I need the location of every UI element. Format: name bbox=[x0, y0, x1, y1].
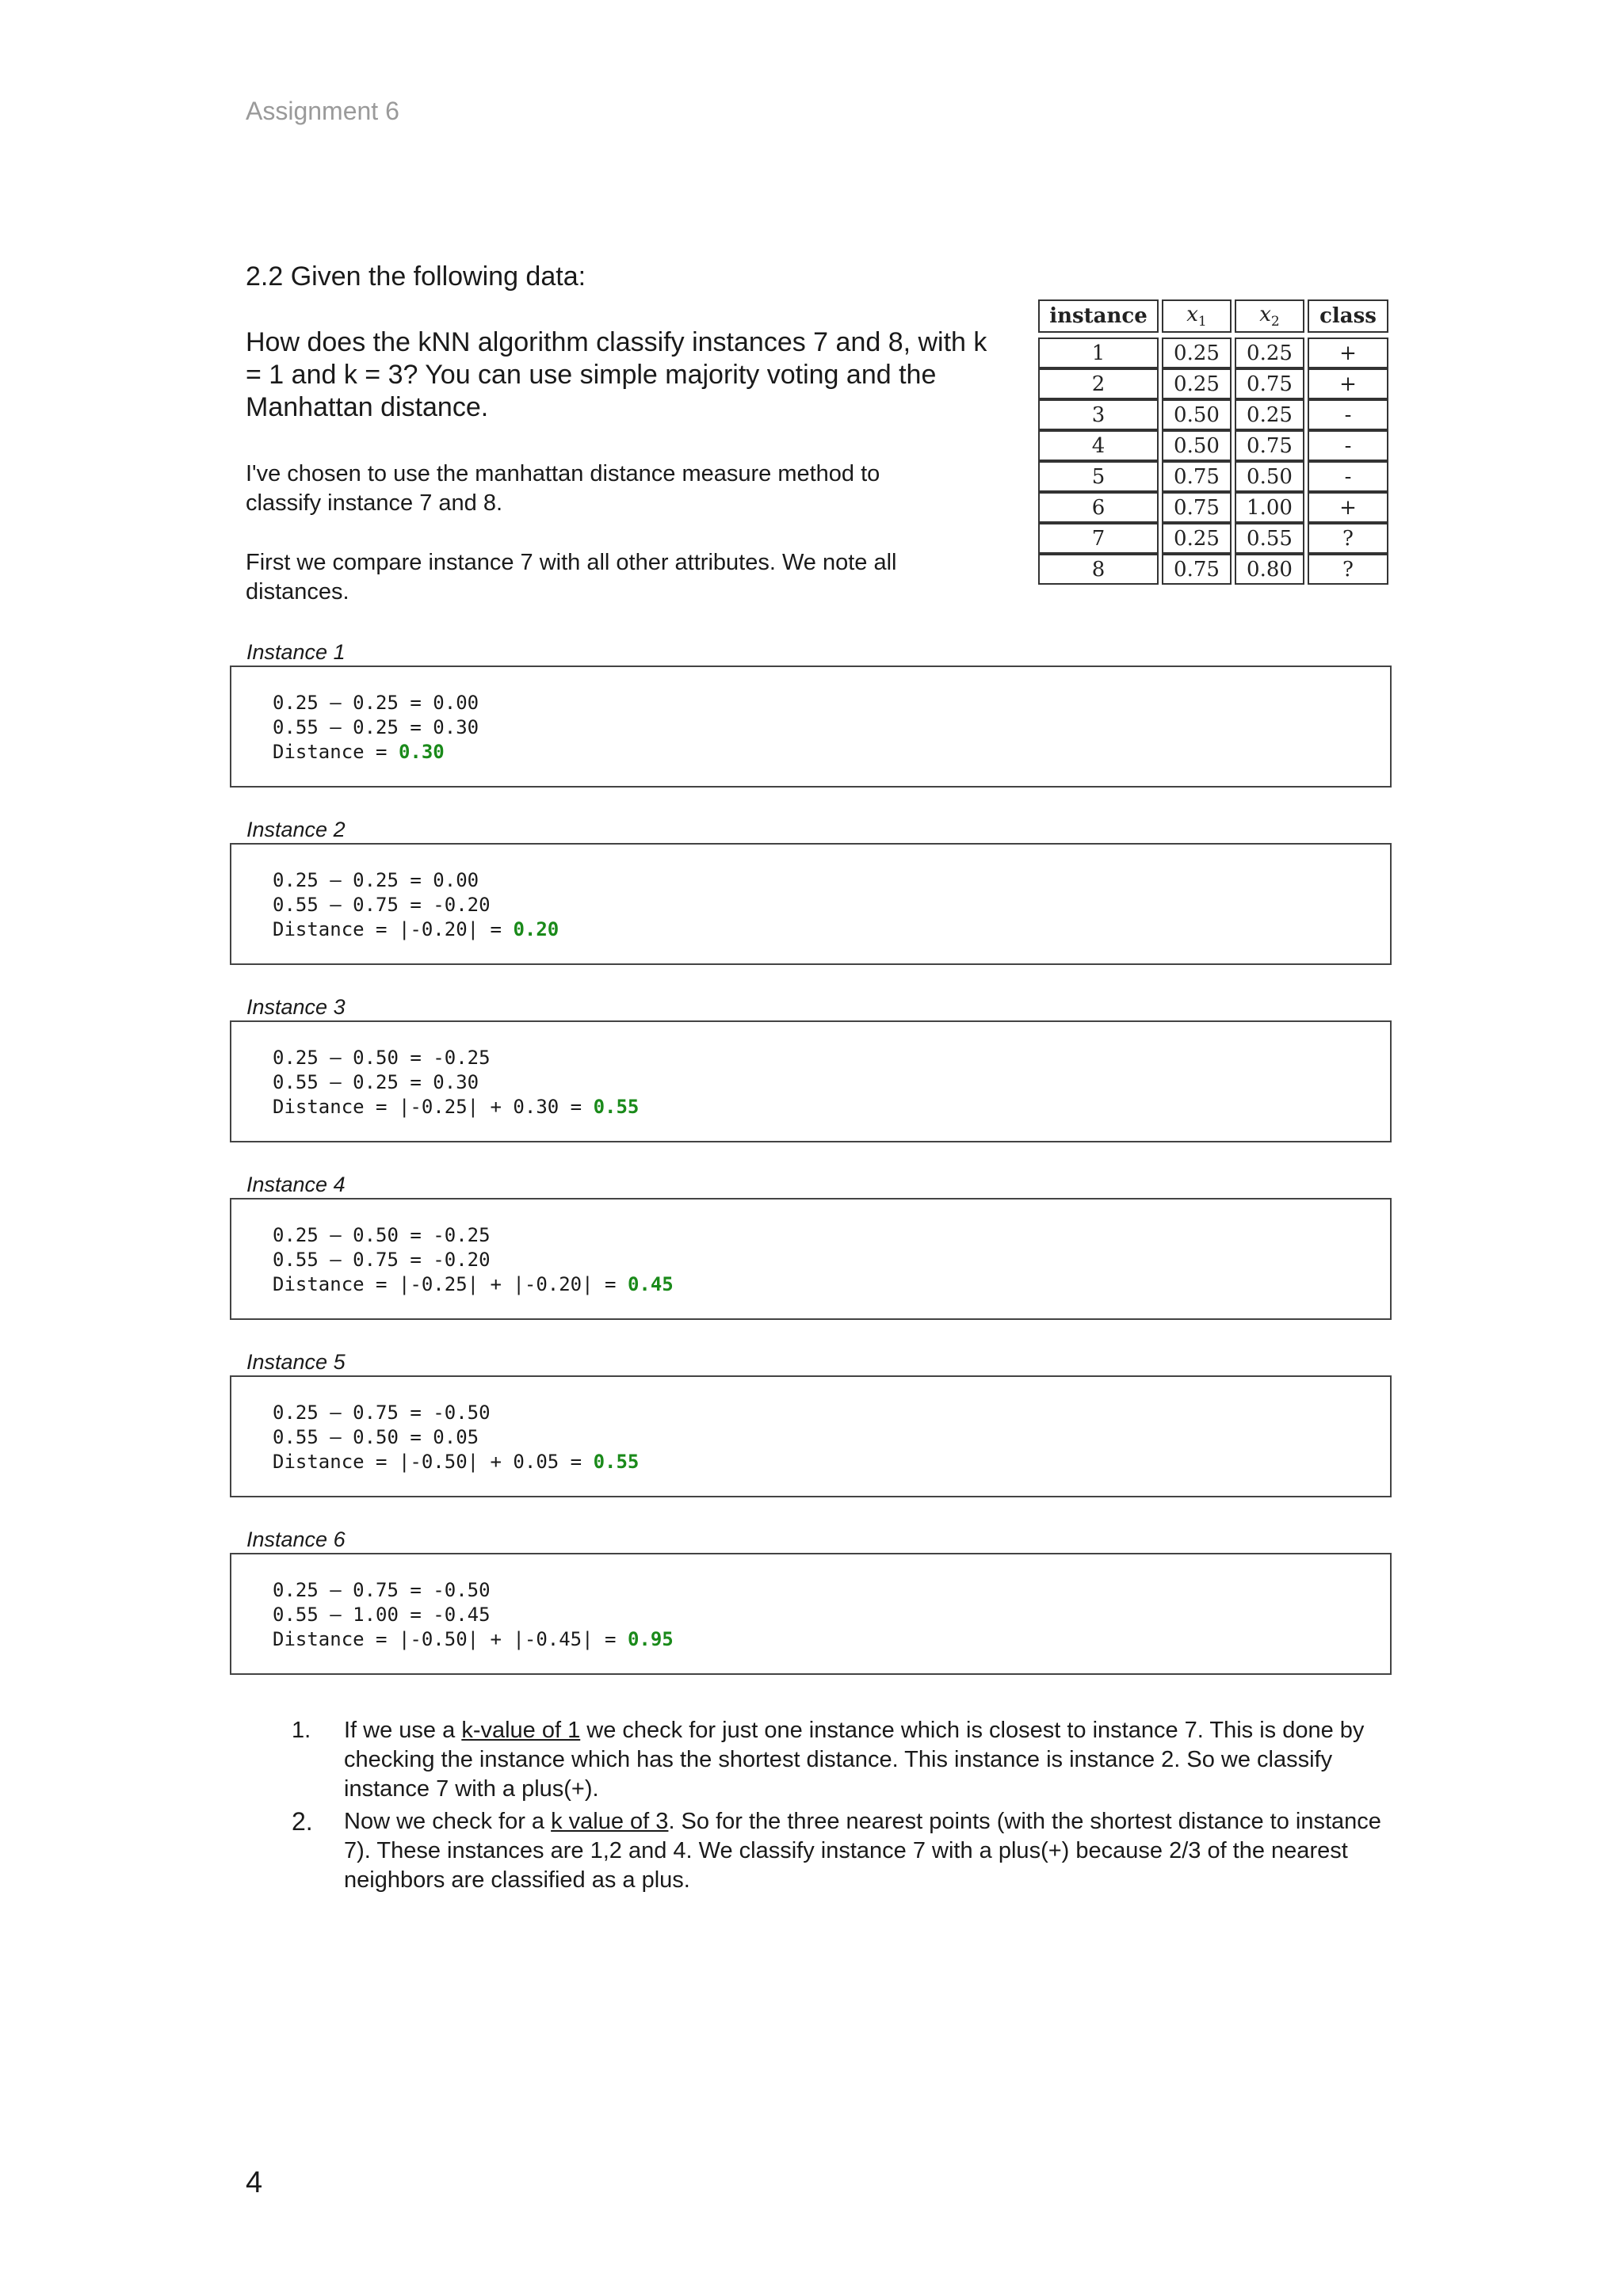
list-number: 2. bbox=[292, 1807, 313, 1836]
table-row bbox=[1038, 338, 1388, 368]
distance-line bbox=[273, 740, 1390, 765]
table-row bbox=[1038, 554, 1388, 585]
calc-line: 0.25 — 0.75 = -0.50 bbox=[273, 1402, 491, 1424]
method-note: I've chosen to use the manhattan distance measure method to classify instance 7 and 8. bbox=[246, 461, 880, 516]
table-cell: 8 bbox=[1038, 554, 1159, 585]
calc-line: 0.55 — 0.25 = 0.30 bbox=[273, 1071, 479, 1093]
distance-value: 0.55 bbox=[593, 1096, 640, 1118]
distance-expression: Distance = |-0.50| + |-0.45| = bbox=[273, 1628, 628, 1650]
calc-line: 0.25 — 0.25 = 0.00 bbox=[273, 692, 479, 714]
question-title: 2.2 Given the following data: bbox=[246, 261, 586, 292]
table-cell: 6 bbox=[1038, 492, 1159, 523]
calc-line: 0.55 — 0.50 = 0.05 bbox=[273, 1426, 479, 1448]
list-item bbox=[292, 1807, 1385, 1895]
distance-expression: Distance = bbox=[273, 741, 399, 763]
distance-expression: Distance = |-0.20| = bbox=[273, 918, 514, 940]
distance-value: 0.45 bbox=[627, 1273, 674, 1295]
instance-calculation bbox=[230, 1553, 1392, 1675]
table-cell: 0.25 bbox=[1235, 338, 1304, 368]
table-cell: + bbox=[1308, 492, 1388, 523]
table-cell: 3 bbox=[1038, 399, 1159, 430]
table-cell: 0.75 bbox=[1235, 368, 1304, 399]
calc-line: 0.25 — 0.50 = -0.25 bbox=[273, 1224, 491, 1246]
question-text: How does the kNN algorithm classify instances 7 and 8, with k = 1 and k = 3? You can use simple majority voting and the Manhattan distance. bbox=[246, 327, 987, 422]
list-item bbox=[292, 1716, 1385, 1804]
instance-label: Instance 1 bbox=[246, 640, 346, 664]
table-cell: 0.80 bbox=[1235, 554, 1304, 585]
table-cell: 0.25 bbox=[1162, 368, 1232, 399]
table-cell: 0.75 bbox=[1235, 430, 1304, 461]
instance-label: Instance 5 bbox=[246, 1350, 346, 1374]
table-cell: + bbox=[1308, 368, 1388, 399]
table-cell: 0.50 bbox=[1162, 430, 1232, 461]
instance-label: Instance 4 bbox=[246, 1173, 346, 1196]
distance-value: 0.30 bbox=[398, 741, 445, 763]
table-cell: - bbox=[1308, 461, 1388, 492]
instance-calculation bbox=[230, 1375, 1392, 1497]
calc-line: 0.25 — 0.25 = 0.00 bbox=[273, 869, 479, 891]
distance-line bbox=[273, 1095, 1390, 1119]
instance-calculation bbox=[230, 1020, 1392, 1142]
table-cell: ? bbox=[1308, 523, 1388, 554]
calc-line: 0.55 — 0.75 = -0.20 bbox=[273, 894, 491, 916]
table-cell: 0.55 bbox=[1235, 523, 1304, 554]
distance-line bbox=[273, 1627, 1390, 1652]
calc-line: 0.55 — 1.00 = -0.45 bbox=[273, 1604, 491, 1626]
table-row bbox=[1038, 430, 1388, 461]
distance-expression: Distance = |-0.50| + 0.05 = bbox=[273, 1451, 594, 1473]
table-row bbox=[1038, 523, 1388, 554]
table-cell: 0.75 bbox=[1162, 492, 1232, 523]
distance-value: 0.95 bbox=[627, 1628, 674, 1650]
page-header: Assignment 6 bbox=[246, 97, 399, 125]
table-cell: 0.50 bbox=[1235, 461, 1304, 492]
data-table bbox=[1035, 299, 1392, 585]
calc-line: 0.55 — 0.75 = -0.20 bbox=[273, 1249, 491, 1271]
table-cell: 2 bbox=[1038, 368, 1159, 399]
table-cell: ? bbox=[1308, 554, 1388, 585]
conclusion-text: Now we check for a k value of 3. So for the three nearest points (with the shortest distance to instance 7). These instances are 1,2 and 4. We classify instance 7 with a plus(+) because 2/3 of the nearest neighbors are classified as a plus. bbox=[344, 1809, 1381, 1893]
conclusion-text: If we use a k-value of 1 we check for just one instance which is closest to instance 7. This is done by checking the instance which has the shortest distance. This instance is instance 2. So we classify instance 7 with a plus(+). bbox=[344, 1718, 1365, 1802]
table-cell: 0.25 bbox=[1162, 338, 1232, 368]
table-row bbox=[1038, 368, 1388, 399]
table-row bbox=[1038, 399, 1388, 430]
table-cell: 5 bbox=[1038, 461, 1159, 492]
instance-label: Instance 3 bbox=[246, 995, 346, 1019]
distance-line bbox=[273, 1272, 1390, 1297]
table-header-class: class bbox=[1308, 299, 1388, 333]
table-header-x1: $x_1$ bbox=[1162, 299, 1232, 333]
table-cell: - bbox=[1308, 399, 1388, 430]
calc-line: 0.25 — 0.50 = -0.25 bbox=[273, 1047, 491, 1069]
distance-line bbox=[273, 917, 1390, 942]
table-cell: 4 bbox=[1038, 430, 1159, 461]
table-row bbox=[1038, 492, 1388, 523]
table-cell: + bbox=[1308, 338, 1388, 368]
distance-line bbox=[273, 1450, 1390, 1474]
distance-expression: Distance = |-0.25| + |-0.20| = bbox=[273, 1273, 628, 1295]
table-cell: 0.25 bbox=[1235, 399, 1304, 430]
instance-calculation bbox=[230, 1198, 1392, 1320]
instance-label: Instance 6 bbox=[246, 1527, 346, 1551]
compare-note: First we compare instance 7 with all other attributes. We note all distances. bbox=[246, 550, 897, 605]
table-cell: 7 bbox=[1038, 523, 1159, 554]
instance-label: Instance 2 bbox=[246, 818, 346, 841]
table-cell: 1.00 bbox=[1235, 492, 1304, 523]
table-cell: 0.75 bbox=[1162, 461, 1232, 492]
table-row bbox=[1038, 461, 1388, 492]
distance-value: 0.20 bbox=[513, 918, 559, 940]
calc-line: 0.55 — 0.25 = 0.30 bbox=[273, 716, 479, 738]
table-cell: 0.75 bbox=[1162, 554, 1232, 585]
table-header-instance: instance bbox=[1038, 299, 1159, 333]
table-cell: 0.50 bbox=[1162, 399, 1232, 430]
distance-expression: Distance = |-0.25| + 0.30 = bbox=[273, 1096, 594, 1118]
page-number: 4 bbox=[246, 2166, 263, 2199]
table-header-x2: $x_2$ bbox=[1235, 299, 1304, 333]
instance-calculation bbox=[230, 666, 1392, 788]
conclusions-list bbox=[292, 1716, 1385, 1898]
instance-calculation bbox=[230, 843, 1392, 965]
list-number: 1. bbox=[292, 1718, 311, 1743]
table-cell: 1 bbox=[1038, 338, 1159, 368]
distance-value: 0.55 bbox=[593, 1451, 640, 1473]
table-cell: 0.25 bbox=[1162, 523, 1232, 554]
table-cell: - bbox=[1308, 430, 1388, 461]
calc-line: 0.25 — 0.75 = -0.50 bbox=[273, 1579, 491, 1601]
